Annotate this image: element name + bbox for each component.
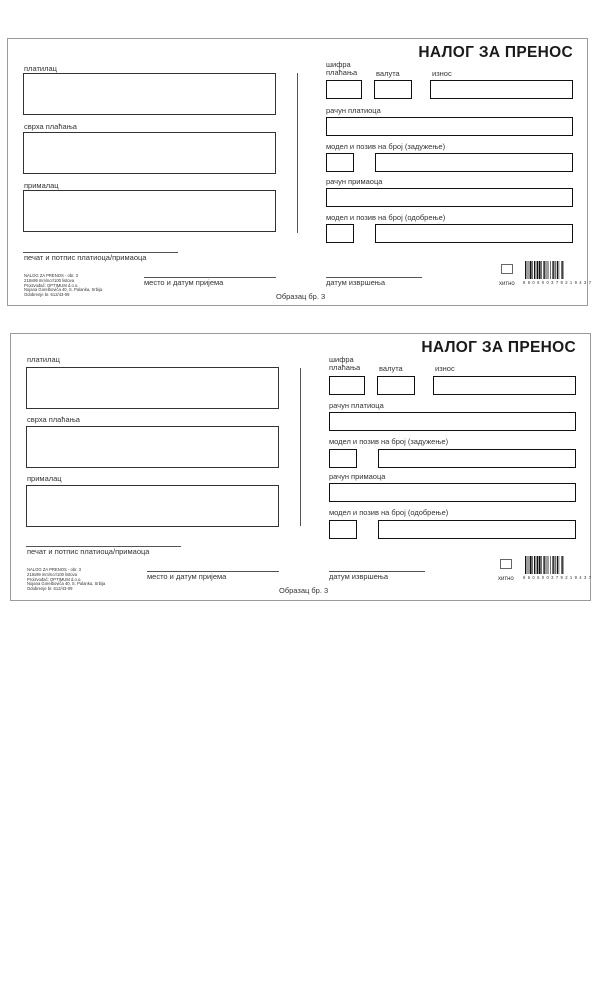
barcode-digits: 8 6 0 6 0 0 3 7 9 2 1 9 4 3 7	[523, 575, 592, 580]
recipient-field[interactable]	[26, 485, 279, 527]
barcode-bar	[543, 556, 544, 574]
barcode-bar	[534, 261, 535, 279]
barcode-bar	[529, 261, 530, 279]
purpose-field[interactable]	[23, 132, 276, 174]
barcode-bar	[525, 261, 526, 279]
barcode-bar	[544, 556, 545, 574]
credit-reference-field[interactable]	[375, 224, 573, 243]
barcode-bar	[548, 556, 549, 574]
column-divider	[297, 73, 298, 233]
barcode-bar	[552, 556, 553, 574]
recipient-account-label: рачун примаоца	[326, 177, 383, 186]
currency-field[interactable]	[377, 376, 415, 395]
amount-field[interactable]	[430, 80, 573, 99]
barcode-bar	[547, 261, 548, 279]
barcode-bar	[529, 556, 530, 574]
payer-account-label: рачун платиоца	[326, 106, 381, 115]
barcode-bar	[530, 556, 532, 574]
barcode-bar	[536, 556, 537, 574]
credit-model-label: модел и позив на број (одобрење)	[329, 508, 449, 517]
payment-form-1	[7, 38, 592, 306]
place-date-label: место и датум пријема	[147, 572, 227, 581]
urgent-label: хитно	[499, 281, 515, 287]
barcode-bar	[539, 261, 541, 279]
barcode-bar	[541, 261, 542, 279]
barcode-bar	[555, 556, 556, 574]
barcode-bar	[534, 556, 535, 574]
purpose-field[interactable]	[26, 426, 279, 468]
barcode-bar	[557, 261, 558, 279]
payer-field[interactable]	[26, 367, 279, 409]
debit-model-field[interactable]	[329, 449, 357, 468]
barcode-bar	[532, 261, 533, 279]
urgent-checkbox[interactable]	[500, 559, 512, 569]
payer-field[interactable]	[23, 73, 276, 115]
execution-date-label: датум извршења	[326, 278, 386, 287]
payer-account-field[interactable]	[329, 412, 576, 431]
execution-date-label: датум извршења	[329, 572, 389, 581]
barcode-bar	[562, 556, 563, 574]
credit-model-field[interactable]	[329, 520, 357, 539]
barcode-bar	[553, 261, 554, 279]
barcode-image	[525, 261, 575, 279]
form-number: Образац бр. 3	[276, 292, 326, 301]
purpose-label: сврха плаћања	[27, 415, 80, 424]
payer-account-label: рачун платиоца	[329, 401, 384, 410]
barcode-image	[525, 556, 575, 574]
barcode-bar	[550, 556, 551, 574]
payer-label: платилац	[27, 355, 60, 364]
form-title: НАЛОГ ЗА ПРЕНОС	[418, 44, 573, 61]
barcode-bar	[537, 261, 538, 279]
barcode-bar	[552, 261, 553, 279]
amount-label: износ	[435, 364, 455, 373]
debit-model-field[interactable]	[326, 153, 354, 172]
barcode-bar	[555, 261, 556, 279]
recipient-label: прималац	[27, 474, 62, 483]
currency-field[interactable]	[374, 80, 412, 99]
debit-reference-field[interactable]	[375, 153, 573, 172]
debit-reference-field[interactable]	[378, 449, 576, 468]
purpose-label: сврха плаћања	[24, 122, 77, 131]
recipient-account-label: рачун примаоца	[329, 472, 386, 481]
amount-field[interactable]	[433, 376, 576, 395]
barcode-bar	[561, 261, 562, 279]
payment-form-2	[10, 333, 591, 601]
barcode-bar	[561, 556, 562, 574]
code-label: шифра плаћања	[329, 355, 361, 372]
recipient-field[interactable]	[23, 190, 276, 232]
fine-print: NALOG ZA PRENOS - obr. 3 218x99 mm/ncr/100 listova Proizvođač: OPTIMUM d.o.o. Nojana Gorelboviča 40, S. Palanka, Srbija Odobrenje br. 612/43-09	[27, 567, 106, 592]
urgent-label: хитно	[498, 576, 514, 582]
barcode-bar	[548, 261, 549, 279]
barcode-bar	[553, 556, 554, 574]
barcode-bar	[544, 261, 545, 279]
barcode-digits: 8 6 0 6 0 0 3 7 9 2 1 9 4 3 7	[523, 280, 592, 285]
barcode-bar	[557, 556, 558, 574]
recipient-label: прималац	[24, 181, 59, 190]
place-date-label: место и датум пријема	[144, 278, 224, 287]
currency-label: валута	[376, 69, 400, 78]
debit-model-label: модел и позив на број (задужење)	[326, 142, 446, 151]
barcode-bar	[527, 556, 528, 574]
barcode-bar	[541, 556, 542, 574]
payer-account-field[interactable]	[326, 117, 573, 136]
form-title: НАЛОГ ЗА ПРЕНОС	[421, 339, 576, 356]
barcode-bar	[543, 261, 544, 279]
barcode-bar	[525, 556, 526, 574]
barcode-bar	[537, 556, 538, 574]
barcode-bar	[527, 261, 528, 279]
barcode-bar	[536, 261, 537, 279]
debit-model-label: модел и позив на број (задужење)	[329, 437, 449, 446]
barcode-bar	[532, 556, 533, 574]
payment-code-field[interactable]	[329, 376, 365, 395]
stamp-label: печат и потпис платиоца/примаоца	[27, 547, 150, 556]
fine-print: NALOG ZA PRENOS - obr. 3 218x99 mm/ncr/100 listova Proizvođač: OPTIMUM d.o.o. Nojana Gorelboviča 40, S. Palanka, Srbija Odobrenje br. 612/43-09	[24, 273, 103, 298]
currency-label: валута	[379, 364, 403, 373]
recipient-account-field[interactable]	[326, 188, 573, 207]
barcode-bar	[559, 261, 560, 279]
barcode-bar	[562, 261, 563, 279]
recipient-account-field[interactable]	[329, 483, 576, 502]
barcode-bar	[547, 556, 548, 574]
amount-label: износ	[432, 69, 452, 78]
code-label: шифра плаћања	[326, 60, 358, 77]
credit-reference-field[interactable]	[378, 520, 576, 539]
payment-code-field[interactable]	[326, 80, 362, 99]
urgent-checkbox[interactable]	[501, 264, 513, 274]
payer-label: платилац	[24, 64, 57, 73]
column-divider	[300, 368, 301, 526]
barcode-bar	[559, 556, 560, 574]
credit-model-label: модел и позив на број (одобрење)	[326, 213, 446, 222]
barcode-bar	[539, 556, 541, 574]
barcode-bar	[550, 261, 551, 279]
barcode-bar	[530, 261, 532, 279]
form-number: Образац бр. 3	[279, 586, 329, 595]
credit-model-field[interactable]	[326, 224, 354, 243]
stamp-label: печат и потпис платиоца/примаоца	[24, 253, 147, 262]
